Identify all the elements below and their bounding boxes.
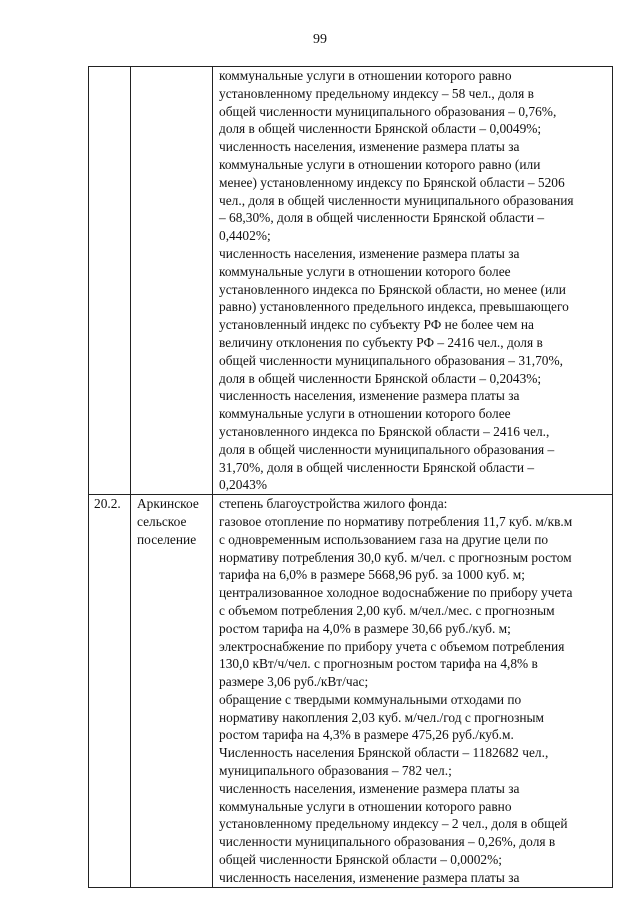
- table-body: [89, 67, 613, 888]
- settlement-name-cell: [131, 495, 213, 888]
- description-line: численности муниципального образования – 0,26%, доля в: [219, 834, 556, 850]
- description-line: общей численности муниципального образования – 31,70%,: [219, 352, 563, 368]
- description-line: – 68,30%, доля в общей численности Брянской области –: [219, 210, 545, 226]
- description-line: менее) установленному индексу по Брянской области – 5206: [219, 174, 565, 190]
- description-line: с объемом потребления 2,00 куб. м/чел./мес. с прогнозным: [219, 602, 555, 618]
- description-line: равно) установленного предельного индекса, превышающего: [219, 299, 569, 315]
- table-row: [89, 67, 613, 495]
- description-line: численность населения, изменение размера платы за: [219, 139, 520, 155]
- description-line: коммунальные услуги в отношении которого более: [219, 263, 511, 279]
- description-line: нормативу потребления 30,0 куб. м/чел. с прогнозным ростом: [219, 549, 572, 565]
- page-number: 99: [313, 32, 327, 47]
- description-line: ростом тарифа на 4,3% в размере 475,26 руб./куб.м.: [219, 727, 514, 743]
- row-number: 20.2.: [94, 496, 121, 512]
- description-line: общей численности муниципального образования – 0,76%,: [219, 103, 557, 119]
- description-line: чел., доля в общей численности муниципального образования: [219, 192, 574, 208]
- description-line: доля в общей численности Брянской области – 0,2043%;: [219, 370, 542, 386]
- description-line: 0,2043%: [219, 477, 267, 493]
- settlement-name-line: поселение: [137, 531, 197, 547]
- description-line: ростом тарифа на 4,0% в размере 30,66 руб./куб. м;: [219, 620, 511, 636]
- description-line: установленному предельному индексу – 2 чел., доля в общей: [219, 816, 568, 832]
- description-line: электроснабжение по прибору учета с объемом потребления: [219, 638, 565, 654]
- description-line: установленного индекса по Брянской области, но менее (или: [219, 281, 566, 297]
- description-line: коммунальные услуги в отношении которого равно (или: [219, 156, 541, 172]
- description-line: размере 3,06 руб./кВт/час;: [219, 674, 369, 690]
- description-line: установленному предельному индексу – 58 чел., доля в: [219, 85, 534, 101]
- description-line: доля в общей численности муниципального образования –: [219, 441, 555, 457]
- description-line: установленный индекс по субъекту РФ не более чем на: [219, 317, 534, 333]
- description-line: общей численности Брянской области – 0,0002%;: [219, 852, 502, 868]
- description-line: степень благоустройства жилого фонда:: [219, 496, 448, 512]
- document-table: [88, 66, 613, 888]
- settlement-name-line: сельское: [137, 513, 187, 529]
- table-row: [89, 495, 613, 888]
- description-line: установленного индекса по Брянской области – 2416 чел.,: [219, 423, 550, 439]
- description-line: коммунальные услуги в отношении которого более: [219, 406, 511, 422]
- settlement-name-cell: [131, 67, 213, 495]
- description-line: 0,4402%;: [219, 228, 271, 244]
- row-number-cell: [89, 67, 131, 495]
- description-line: нормативу накопления 2,03 куб. м/чел./год с прогнозным: [219, 709, 545, 725]
- description-line: 130,0 кВт/ч/чел. с прогнозным ростом тарифа на 4,8% в: [219, 656, 538, 672]
- description-line: численность населения, изменение размера платы за: [219, 780, 520, 796]
- description-line: коммунальные услуги в отношении которого равно: [219, 798, 512, 814]
- description-line: доля в общей численности Брянской области – 0,0049%;: [219, 121, 542, 137]
- description-line: с одновременным использованием газа на другие цели по: [219, 531, 549, 547]
- description-line: Численность населения Брянской области – 1182682 чел.,: [219, 745, 549, 761]
- description-line: централизованное холодное водоснабжение по прибору учета: [219, 585, 573, 601]
- row-number-cell: [89, 495, 131, 888]
- description-cell: [213, 67, 613, 495]
- description-line: численность населения, изменение размера платы за: [219, 388, 520, 404]
- description-line: тарифа на 6,0% в размере 5668,96 руб. за 1000 куб. м;: [219, 567, 525, 583]
- description-line: коммунальные услуги в отношении которого равно: [219, 68, 512, 83]
- description-line: численность населения, изменение размера платы за: [219, 869, 520, 885]
- settlement-name-line: Аркинское: [137, 496, 199, 512]
- description-line: 31,70%, доля в общей численности Брянской области –: [219, 459, 535, 475]
- description-line: численность населения, изменение размера платы за: [219, 245, 520, 261]
- description-line: величину отклонения по субъекту РФ – 2416 чел., доля в: [219, 334, 543, 350]
- description-line: обращение с твердыми коммунальными отходами по: [219, 691, 522, 707]
- description-line: газовое отопление по нормативу потребления 11,7 куб. м/кв.м: [219, 513, 573, 529]
- description-cell: [213, 495, 613, 888]
- description-line: муниципального образования – 782 чел.;: [219, 763, 452, 779]
